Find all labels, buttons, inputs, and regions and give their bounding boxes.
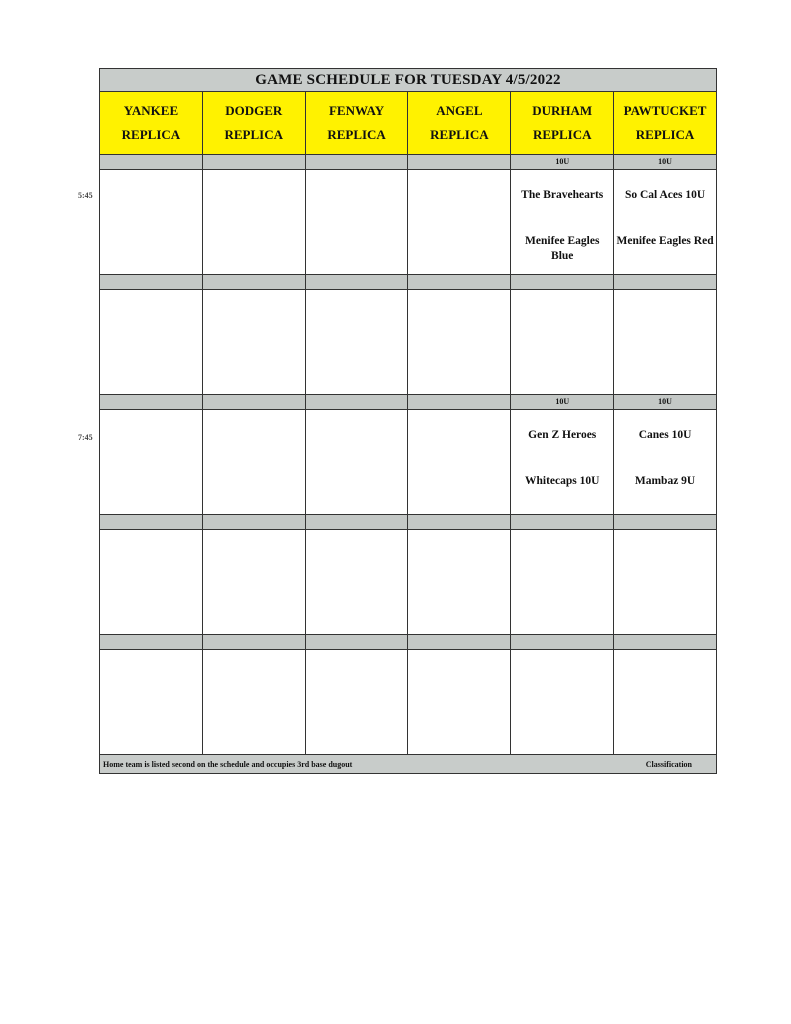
- field-header: [408, 92, 511, 154]
- game-cell: [203, 290, 306, 394]
- game-cell: [306, 650, 409, 754]
- away-team: Gen Z Heroes: [528, 429, 597, 441]
- game-row: [100, 290, 716, 395]
- class-cell: 10U: [614, 395, 716, 409]
- game-cell: [306, 290, 409, 394]
- class-cell: [408, 635, 511, 649]
- away-team: The Bravehearts: [521, 189, 604, 201]
- field-header: [614, 92, 716, 154]
- class-separator-row: [100, 395, 716, 410]
- class-separator-row: [100, 515, 716, 530]
- home-team: Menifee Eagles Blue: [525, 235, 600, 262]
- game-cell: [511, 290, 614, 394]
- class-cell: [203, 275, 306, 289]
- game-cell: [306, 170, 409, 274]
- class-cell: [511, 635, 614, 649]
- class-cell: [203, 155, 306, 169]
- field-header: [203, 92, 306, 154]
- class-cell: [203, 395, 306, 409]
- class-cell: [306, 635, 409, 649]
- class-cell: [511, 275, 614, 289]
- away-team: Canes 10U: [638, 429, 692, 441]
- game-cell: [203, 650, 306, 754]
- game-cell: [614, 290, 716, 394]
- game-cell: [511, 170, 614, 274]
- game-cell: [614, 650, 716, 754]
- game-cell: [614, 170, 716, 274]
- game-cell: [408, 290, 511, 394]
- class-cell: [614, 275, 716, 289]
- class-cell: [100, 635, 203, 649]
- game-slots: [100, 155, 716, 755]
- class-cell: 10U: [511, 155, 614, 169]
- game-cell: [511, 650, 614, 754]
- slot-time-label: 7:45: [78, 432, 93, 442]
- field-header: [306, 92, 409, 154]
- class-cell: [408, 155, 511, 169]
- class-cell: [408, 395, 511, 409]
- field-header: [511, 92, 614, 154]
- field-name: PAWTUCKET: [623, 103, 707, 118]
- field-name: ANGEL: [436, 103, 483, 118]
- field-header-row: [100, 92, 716, 155]
- class-cell: [100, 515, 203, 529]
- game-cell: [306, 530, 409, 634]
- class-cell: [100, 275, 203, 289]
- game-cell: [511, 530, 614, 634]
- class-cell: 10U: [614, 155, 716, 169]
- field-name: DURHAM: [532, 103, 593, 118]
- game-cell: [100, 530, 203, 634]
- field-name: FENWAY: [328, 103, 385, 118]
- class-separator-row: [100, 275, 716, 290]
- game-cell: [203, 530, 306, 634]
- slot-time-label: 5:45: [78, 190, 93, 200]
- class-cell: [306, 275, 409, 289]
- class-cell: [203, 635, 306, 649]
- class-cell: [614, 635, 716, 649]
- class-cell: 10U: [511, 395, 614, 409]
- game-row: [100, 650, 716, 755]
- field-name: DODGER: [225, 103, 283, 118]
- game-cell: [100, 650, 203, 754]
- away-team: So Cal Aces 10U: [624, 189, 706, 201]
- footer-bar: [100, 755, 716, 773]
- game-row: [100, 410, 716, 515]
- game-cell: [408, 410, 511, 514]
- field-name: YANKEE: [123, 103, 179, 118]
- field-sub: REPLICA: [635, 127, 695, 142]
- game-cell: [203, 170, 306, 274]
- home-team: Menifee Eagles Red: [616, 235, 714, 247]
- game-cell: [100, 410, 203, 514]
- game-cell: [306, 410, 409, 514]
- class-cell: [511, 515, 614, 529]
- class-cell: [306, 395, 409, 409]
- class-cell: [203, 515, 306, 529]
- game-cell: [614, 410, 716, 514]
- schedule-title: GAME SCHEDULE FOR TUESDAY 4/5/2022: [100, 69, 716, 92]
- field-sub: REPLICA: [224, 127, 283, 142]
- field-sub: REPLICA: [121, 127, 181, 142]
- game-cell: [408, 530, 511, 634]
- class-cell: [408, 275, 511, 289]
- class-cell: [306, 515, 409, 529]
- field-sub: REPLICA: [327, 127, 386, 142]
- game-cell: [614, 530, 716, 634]
- game-row: [100, 530, 716, 635]
- class-cell: [614, 515, 716, 529]
- class-separator-row: [100, 155, 716, 170]
- field-sub: REPLICA: [532, 127, 592, 142]
- game-cell: [511, 410, 614, 514]
- home-team-note: Home team is listed second on the schedule and occupies 3rd base dugout: [103, 759, 353, 769]
- class-cell: [408, 515, 511, 529]
- class-cell: [100, 155, 203, 169]
- field-sub: REPLICA: [430, 127, 489, 142]
- game-cell: [408, 650, 511, 754]
- game-cell: [100, 290, 203, 394]
- home-team: Mambaz 9U: [634, 475, 696, 487]
- schedule-table: [99, 68, 717, 774]
- class-separator-row: [100, 635, 716, 650]
- class-cell: [100, 395, 203, 409]
- game-cell: [203, 410, 306, 514]
- game-row: [100, 170, 716, 275]
- field-header: [100, 92, 203, 154]
- home-team: Whitecaps 10U: [525, 475, 600, 487]
- game-cell: [408, 170, 511, 274]
- classification-label: Classification: [645, 759, 692, 769]
- class-cell: [306, 155, 409, 169]
- game-cell: [100, 170, 203, 274]
